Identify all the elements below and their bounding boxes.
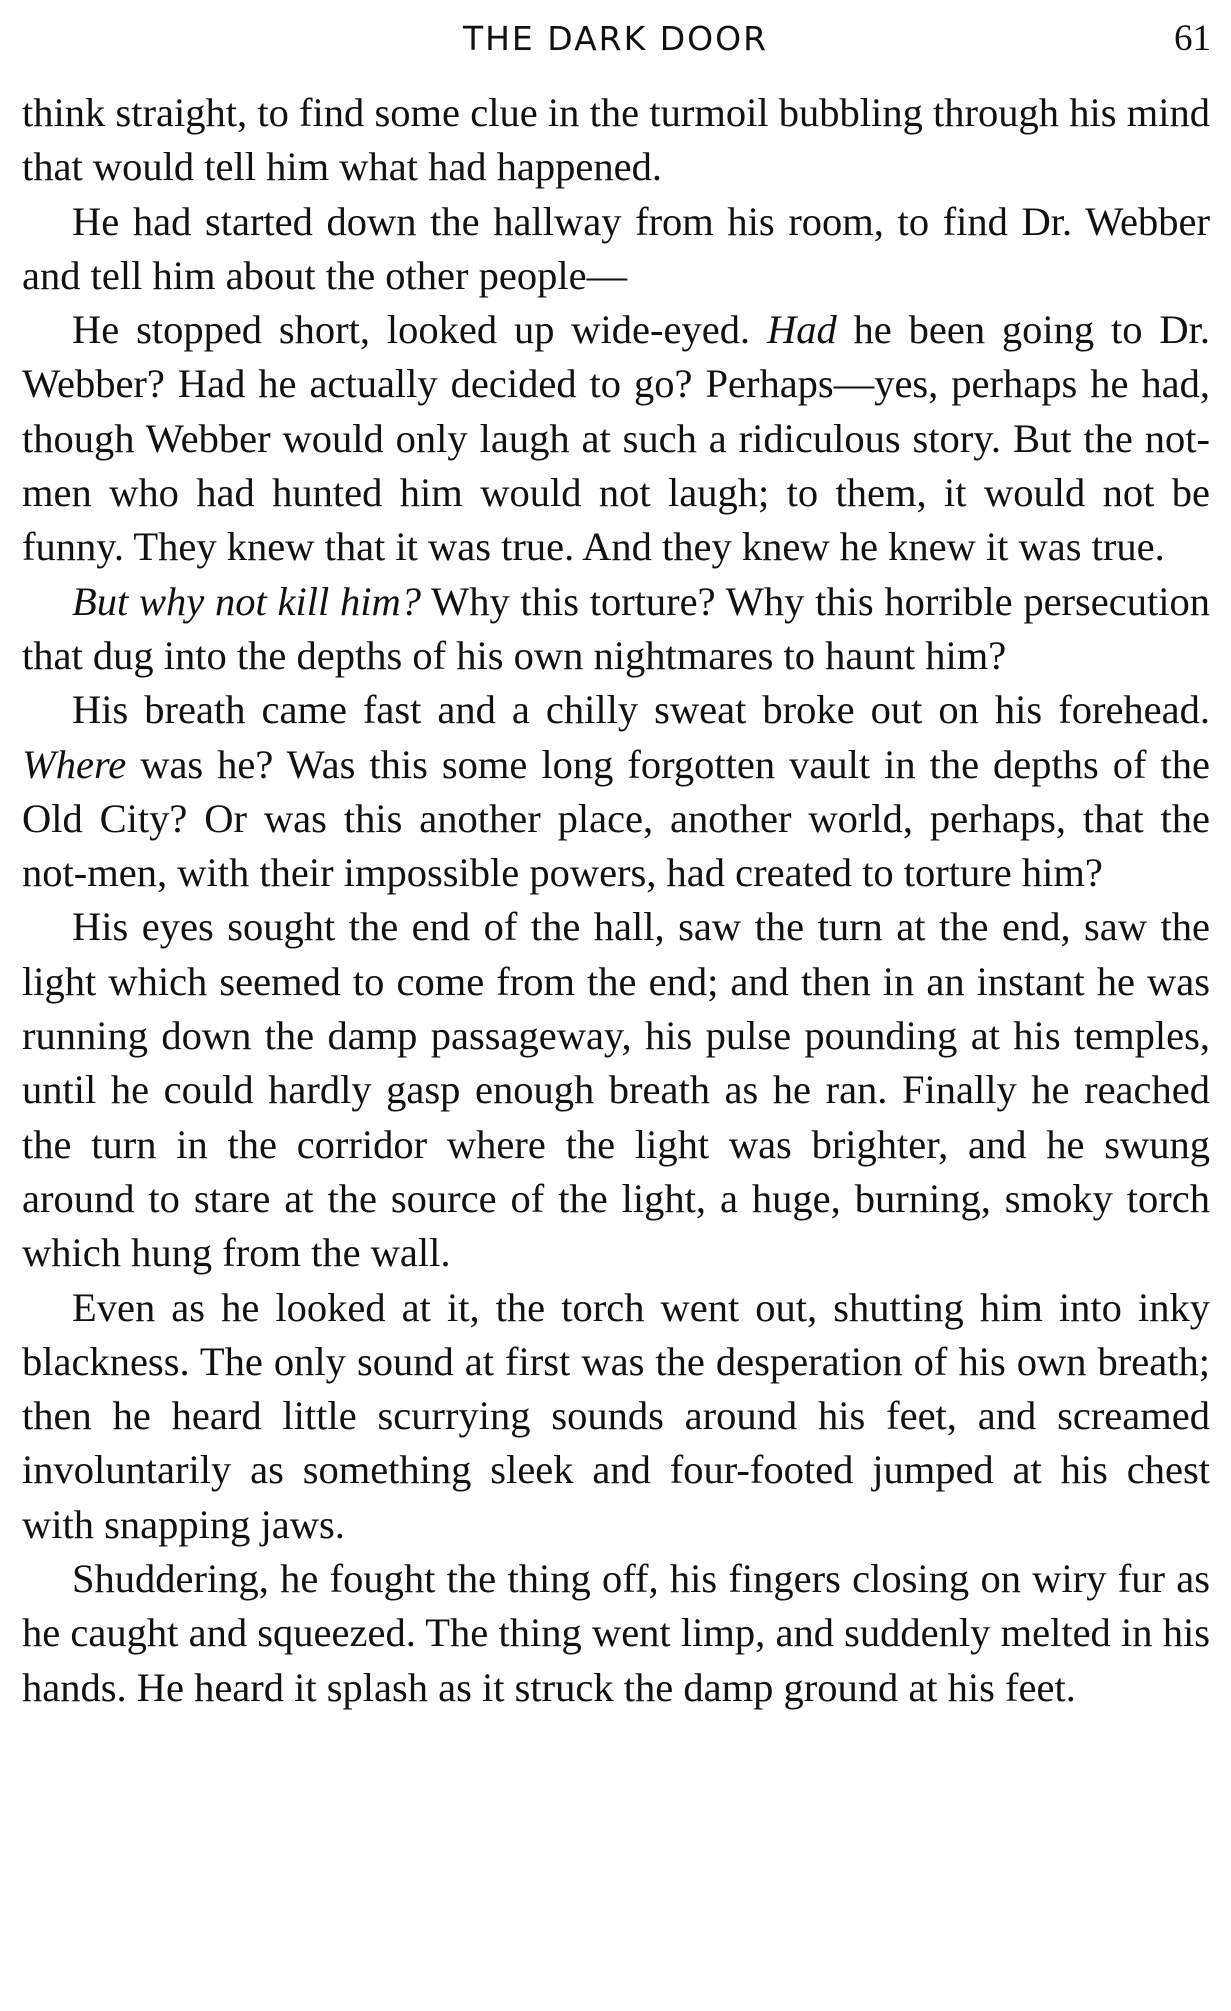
paragraph [22,575,1210,684]
text-segment: His breath came fast and a chilly sweat broke out on his forehead. [72,687,1210,733]
italic-segment: Where [22,741,127,787]
text-segment: He had started down the hallway from his room, to find Dr. Webber and tell him about the other people— [22,198,1210,298]
text-segment: He stopped short, looked up wide-eyed. [72,307,767,353]
text-segment: was he? Was this some long forgotten vault in the depths of the Old City? Or was this another place, another world, perhaps, that the not-men, with their impossible powers, had created to torture him? [22,741,1210,896]
paragraph [22,683,1210,900]
paragraph [22,1552,1210,1715]
text-segment: Why this torture? Why this horrible persecution that dug into the depths of his own nightmares to haunt him? [22,578,1210,678]
text-segment: think straight, to find some clue in the turmoil bubbling through his mind that would tell him what had happened. [22,90,1210,190]
italic-segment: Had [766,307,837,353]
text-segment: Even as he looked at it, the torch went out, shutting him into inky blackness. The only sound at first was the desperation of his own breath; then he heard little scurrying sounds around his feet, and screamed involuntarily as something sleek and four-footed jumped at his chest with snapping jaws. [22,1284,1210,1547]
text-segment: His eyes sought the end of the hall, saw the turn at the end, saw the light which seemed to come from the end; and then in an instant he was running down the damp passageway, his pulse pounding at his temples, until he could hardly gasp enough breath as he ran. Finally he reached the turn in the corridor where the light was brighter, and he swung around to stare at the source of the light, a huge, burning, smoky torch which hung from the wall. [22,904,1210,1276]
paragraph [22,1281,1210,1552]
paragraph [22,86,1210,195]
body-text [22,86,1210,1715]
paragraph [22,303,1210,574]
paragraph [22,900,1210,1280]
paragraph [22,195,1210,304]
text-segment: he been going to Dr. Webber? Had he actually decided to go? Perhaps—yes, perhaps he had, though Webber would only laugh at such a ridiculous story. But the not-men who had hunted him would not laugh; to them, it would not be funny. They knew that it was true. And they knew he knew it was true. [22,307,1211,570]
running-title: THE DARK DOOR [462,19,769,58]
running-head [0,14,1231,64]
text-segment: Shuddering, he fought the thing off, his fingers closing on wiry fur as he caught and squeezed. The thing went limp, and suddenly melted in his hands. He heard it splash as it struck the damp ground at his feet. [22,1556,1210,1710]
italic-segment: But why not kill him? [72,578,421,624]
page-number: 61 [1174,18,1211,59]
